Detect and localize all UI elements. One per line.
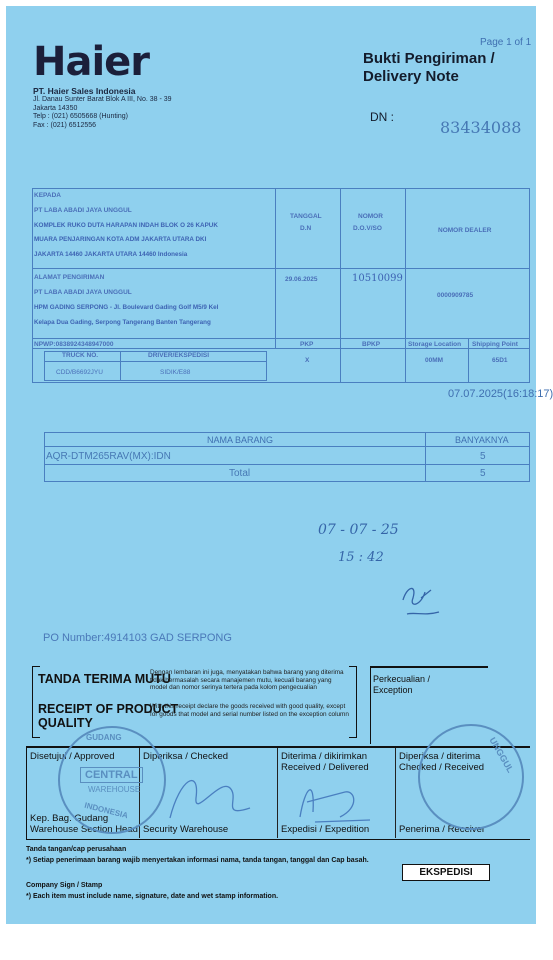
total-value: 5 [480, 468, 486, 479]
col-divider [340, 188, 341, 383]
sig-received-top-en: Received / Delivered [281, 762, 369, 773]
sig-receiver-bottom: Penerima / Receiver [399, 824, 486, 835]
items-col-qty: BANYAKNYA [455, 435, 509, 445]
dealer-number: 0000909785 [437, 292, 474, 299]
sig-checked-top: Diperiksa / Checked [143, 751, 229, 762]
dealer-label: NOMOR DEALER [438, 227, 492, 234]
col-divider [468, 338, 469, 383]
exception-label-en: Exception [373, 685, 413, 695]
truck-value: CDD/B6692JYU [56, 369, 103, 376]
po-number: PO Number:4914103 GAD SERPONG [43, 632, 232, 644]
dealer-stamp [418, 724, 524, 830]
sig-received-bottom: Expedisi / Expedition [281, 824, 370, 835]
tanda-terima-title: TANDA TERIMA MUTU [38, 672, 171, 686]
company-address [33, 96, 172, 130]
bracket-left [32, 737, 40, 738]
stamp-center: CENTRAL [80, 767, 143, 783]
stamp-ring-text: GUDANG [86, 733, 122, 742]
alamat-line: HPM GADING SERPONG - Jl. Boulevard Gading Golf M5/9 Kel [34, 304, 219, 311]
address-line: Jakarta 14350 [33, 104, 78, 112]
storage-label: Storage Location [408, 341, 462, 348]
bracket-right [349, 737, 357, 738]
sig-approved-role-en: Warehouse Section Head [30, 824, 138, 835]
row-divider [32, 268, 530, 269]
page-number: Page 1 of 1 [480, 37, 532, 48]
stamp-bottom: INDONESIA [83, 800, 129, 821]
bpkp-label: BPKP [362, 341, 381, 348]
row-divider [44, 464, 530, 465]
alamat-line: PT LABA ABADI JAYA UNGGUL [34, 289, 132, 296]
tanggal-sub: D.N [300, 225, 312, 232]
tanda-terima-text: Dengan lembaran ini juga, menyatakan bahwa barang yang diterima tidak bermasalah secara manajemen mutu, kecuali barang yang model dan nomor serinya tertera pada kolom pengecualian [150, 669, 344, 692]
print-timestamp: 07.07.2025(16:18:17) [448, 388, 553, 400]
title-english: Delivery Note [363, 68, 459, 85]
handwritten-time: 15 : 42 [338, 550, 384, 565]
driver-value: SIDIK/E88 [160, 369, 191, 376]
sig-receiver-top: Diperiksa / diterima [399, 751, 481, 762]
title-indonesian: Bukti Pengiriman / [363, 50, 495, 67]
item-name: AQR-DTM265RAV(MX):IDN [46, 451, 171, 462]
sig-approved-top: Disetujui / Approved [30, 751, 115, 762]
tanggal-label: TANGGAL [290, 213, 322, 220]
storage-value: 00MM [425, 357, 444, 364]
kepada-line: JAKARTA 14460 JAKARTA UTARA 14460 Indonesia [34, 251, 188, 258]
receipt-title-2: QUALITY [38, 716, 93, 730]
haier-logo: Haier [33, 39, 150, 85]
alamat-date: 29.06.2025 [285, 276, 318, 283]
address-line: Telp : (021) 6505668 (Hunting) [33, 113, 128, 121]
stamp-sub: WAREHOUSE [88, 785, 141, 794]
received-signature [285, 772, 375, 832]
footer-sign-label: Tanda tangan/cap perusahaan [26, 846, 127, 853]
bracket-left [32, 666, 33, 738]
col-divider [120, 351, 121, 381]
order-number: 10510099 [352, 273, 403, 284]
sig-receiver-top-en: Checked / Received [399, 762, 485, 773]
col-divider [405, 188, 406, 383]
item-qty: 5 [480, 451, 486, 462]
checked-signature [160, 768, 260, 828]
kepada-line: PT LABA ABADI JAYA UNGGUL [34, 207, 132, 214]
dealer-stamp-text: UNGGUL [487, 735, 516, 775]
kepada-line: MUARA PENJARINGAN KOTA ADM JAKARTA UTARA DKI [34, 236, 207, 243]
address-line: Jl. Danau Sunter Barat Blok A III, No. 38 - 39 [33, 96, 172, 103]
sig-received-top: Diterima / dikirimkan [281, 751, 368, 762]
kepada-line: KOMPLEK RUKO DUTA HARAPAN INDAH BLOK O 26 KAPUK [34, 222, 218, 229]
alamat-label: ALAMAT PENGIRIMAN [34, 274, 105, 281]
footer-note-en: *) Each item must include name, signature, date and wet stamp information. [26, 893, 279, 900]
row-divider [32, 348, 530, 349]
col-divider [425, 432, 426, 482]
bracket-right [356, 666, 357, 738]
row-divider [32, 338, 530, 339]
row-divider [44, 361, 267, 362]
driver-label: DRIVER/EKSPEDISI [148, 352, 210, 359]
handwritten-signature [395, 578, 443, 622]
document-title [363, 50, 495, 86]
bracket-right [349, 666, 357, 667]
receipt-text: With this receipt declare the goods received with good quality, except for goods that model and serial number listed on the exception column [150, 703, 349, 718]
pkp-value: X [305, 357, 310, 364]
ekspedisi-label: EKSPEDISI [402, 864, 490, 881]
items-col-name: NAMA BARANG [207, 435, 274, 445]
footer-stamp-label: Company Sign / Stamp [26, 882, 103, 889]
sig-approved-role: Kep. Bag. Gudang [30, 813, 109, 824]
exception-label-id: Perkecualian / [373, 674, 431, 684]
truck-label: TRUCK NO. [62, 352, 99, 359]
shipping-value: 65D1 [492, 357, 508, 364]
total-label: Total [229, 468, 251, 479]
kepada-label: KEPADA [34, 192, 61, 199]
exception-label [373, 674, 430, 696]
dn-label: DN : [370, 110, 394, 124]
footer-note-id: *) Setiap penerimaan barang wajib menyertakan informasi nama, tanda tangan, tanggal dan Cap basah. [26, 857, 369, 864]
shipping-label: Shipping Point [472, 341, 518, 348]
alamat-line: Kelapa Dua Gading, Serpong Tangerang Banten Tangerang [34, 319, 211, 326]
sig-checked-bottom: Security Warehouse [143, 824, 229, 835]
company-name: PT. Haier Sales Indonesia [33, 86, 136, 96]
dn-number: 83434088 [440, 118, 522, 137]
bracket-left [32, 666, 40, 667]
address-line: Fax : (021) 6512556 [33, 121, 97, 129]
row-divider [44, 446, 530, 447]
pkp-label: PKP [300, 341, 314, 348]
nomor-label: NOMOR [358, 213, 383, 220]
receipt-title-1: RECEIPT OF PRODUCT [38, 702, 179, 716]
handwritten-date: 07 - 07 - 25 [318, 522, 399, 538]
npwp: NPWP:0838924348947000 [34, 341, 114, 348]
nomor-sub: D.O.V/SO [353, 225, 382, 232]
